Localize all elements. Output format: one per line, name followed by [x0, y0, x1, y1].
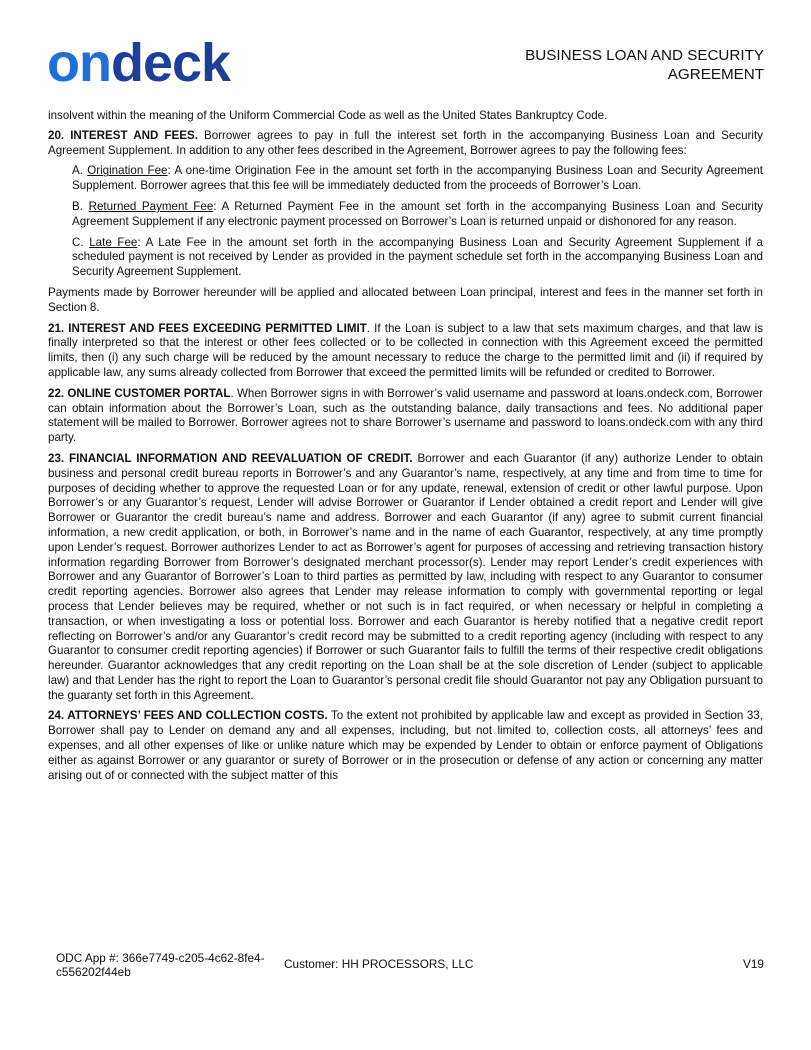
- section-24-text: To the extent not prohibited by applicable law and except as provided in Section 33, Borrower shall pay to Lender on demand any and all expenses, including, but not limited to, collection costs, all attorneys’ fees and expenses, and all other expenses of like or unlike nature which may be expended by Lender to obtain or enforce payment of Obligations either as against Borrower or any guarantor or surety of Borrower or in the prosecution or defense of any action or concerning any matter arising out of or connected with the subject matter of this: [48, 709, 763, 782]
- section-22-heading: 22. ONLINE CUSTOMER PORTAL: [48, 386, 231, 400]
- item-c-text: : A Late Fee in the amount set forth in the accompanying Business Loan and Security Agreement Supplement if a scheduled payment is not received by Lender as provided in the payment schedule set forth in the accompanying Business Loan and Security Agreement Supplement.: [72, 235, 763, 279]
- section-20-item-b: [72, 200, 763, 230]
- section-22-text: . When Borrower signs in with Borrower’s valid username and password at loans.ondeck.com, Borrower can obtain information about the Borrower’s Loan, such as the outstanding balance, daily transactions and fees. No additional paper statement will be mailed to Borrower. Borrower agrees not to share Borrower’s username and password to loans.ondeck.com with any third party.: [48, 386, 763, 445]
- logo-on: on: [47, 33, 111, 93]
- item-a-prefix: A.: [72, 164, 88, 178]
- ondeck-logo: [47, 33, 231, 93]
- document-body: [48, 109, 763, 789]
- section-20-heading: 20. INTEREST AND FEES.: [48, 128, 198, 142]
- section-21-text: . If the Loan is subject to a law that sets maximum charges, and that law is finally interpreted so that the interest or other fees collected or to be collected in connection with this Agreement exceed the permitted limits, then (i) any such charge will be reduced by the amount necessary to reduce the charge to the permitted limit and (ii) if required by applicable law, any sums already collected from Borrower that exceed the permitted limits will be refunded or credited to Borrower.: [48, 321, 763, 379]
- section-23-heading: 23. FINANCIAL INFORMATION AND REEVALUATION OF CREDIT.: [48, 451, 413, 465]
- document-title: BUSINESS LOAN AND SECURITY AGREEMENT: [525, 47, 764, 83]
- section-24: [48, 709, 763, 783]
- item-a-label: Origination Fee: [87, 164, 168, 178]
- footer-customer: Customer: HH PROCESSORS, LLC: [284, 957, 474, 971]
- intro-paragraph: insolvent within the meaning of the Uniform Commercial Code as well as the United States Bankruptcy Code.: [48, 109, 608, 122]
- item-c-label: Late Fee: [89, 235, 138, 249]
- section-23-text: Borrower and each Guarantor (if any) authorize Lender to obtain business and personal credit bureau reports in Borrower’s and any Guarantor’s name, respectively, at any time and from time to time for purposes of deciding whether to approve the requested Loan or for any update, renewal, extension of credit or other lawful purpose. Upon Borrower’s or any Guarantor’s request, Lender will advise Borrower or Guarantor if Lender obtained a credit report and Lender will give Borrower or Guarantor the credit bureau’s name and address. Borrower and each Guarantor (if any) agree to submit current financial information, a new credit application, or both, in Borrower’s name and in the name of each Guarantor, respectively, at any time promptly upon Lender’s request. Borrower authorizes Lender to act as Borrower’s agent for purposes of accessing and retrieving transaction history information regarding Borrower from Borrower’s designated merchant processor(s). Lender may report Lender’s credit experiences with Borrower and any Guarantor of Borrower’s Loan to third parties as permitted by law, including with respect to any Guarantor to consumer credit reporting agencies. Borrower also agrees that Lender may release information to comply with governmental reporting or legal process that Lender believes may be required, whether or not such is in fact required, or when necessary or helpful in completing a transaction, or when investigating a loss or potential loss. Borrower and each Guarantor is hereby notified that a negative credit report reflecting on Borrower’s and/or any Guarantor’s credit record may be submitted to a credit reporting agency (including with respect to any Guarantor to consumer credit reporting agencies) if Borrower or such Guarantor fails to fulfill the terms of their respective credit obligations hereunder. Guarantor acknowledges that any credit reporting on the Loan shall be at the sole discretion of Lender (subject to applicable law) and that Lender has the right to report the Loan to Guarantor’s personal credit file should Guarantor not pay any Obligation pursuant to the guaranty set forth in this Agreement.: [48, 451, 763, 702]
- logo-deck: deck: [110, 33, 231, 93]
- footer-app-id: ODC App #: 366e7749-c205-4c62-8fe4-c556202f44eb: [56, 951, 265, 979]
- section-20: [48, 129, 763, 159]
- section-20-item-c: [72, 236, 763, 280]
- section-20-item-a: [72, 164, 763, 194]
- section-20-text: Borrower agrees to pay in full the interest set forth in the accompanying Business Loan and Security Agreement Supplement. In addition to any other fees described in the Agreement, Borrower agrees to pay the following fees:: [48, 128, 763, 157]
- footer-version: V19: [743, 957, 764, 971]
- item-b-label: Returned Payment Fee: [88, 199, 214, 213]
- item-c-prefix: C.: [72, 235, 90, 249]
- section-23: [48, 452, 763, 704]
- section-21: [48, 322, 763, 381]
- section-22: [48, 387, 763, 446]
- section-24-heading: 24. ATTORNEYS’ FEES AND COLLECTION COSTS.: [48, 709, 328, 723]
- item-a-text: : A one-time Origination Fee in the amount set forth in the accompanying Business Loan and Security Agreement Supplement. Borrower agrees that this fee will be immediately deducted from the proceeds of Borrower’s Loan.: [72, 164, 763, 193]
- item-b-text: : A Returned Payment Fee in the amount set forth in the accompanying Business Loan and Security Agreement Supplement if any electronic payment processed on Borrower’s Loan is returned unpaid or dishonored for any reason.: [72, 199, 763, 228]
- section-21-heading: 21. INTEREST AND FEES EXCEEDING PERMITTED LIMIT: [48, 321, 367, 335]
- payments-paragraph: Payments made by Borrower hereunder will be applied and allocated between Loan principal, interest and fees in the manner set forth in Section 8.: [48, 285, 763, 314]
- item-b-prefix: B.: [72, 199, 89, 213]
